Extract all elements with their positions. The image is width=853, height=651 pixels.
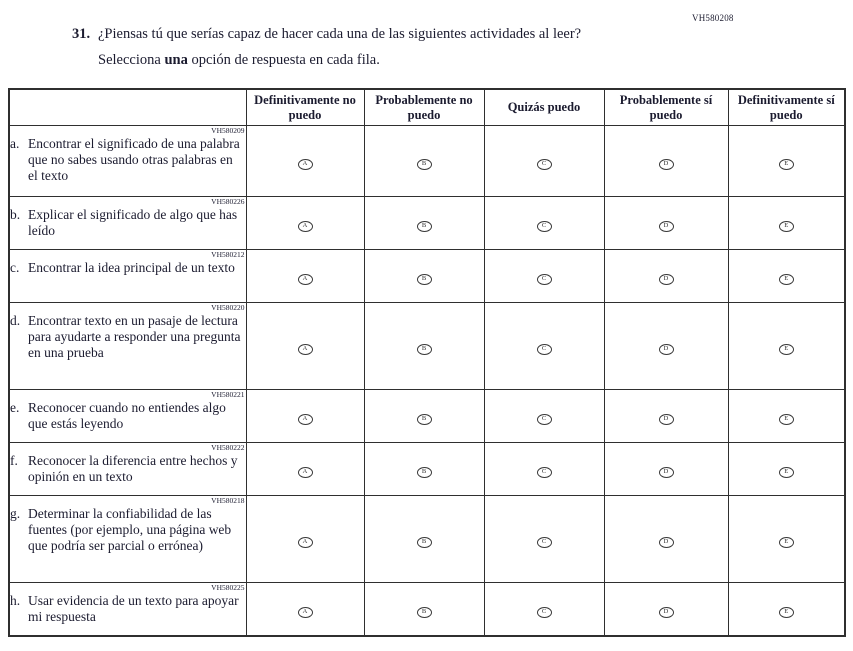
question-block <box>72 26 792 69</box>
item-stem-cell <box>9 250 246 303</box>
item-text: Determinar la confiabilidad de las fuentes (por ejemplo, una página web que podría ser parcial o errónea) <box>28 506 232 553</box>
item-code: VH580225 <box>211 583 245 592</box>
item-code: VH580226 <box>211 197 245 206</box>
bubble-letter: E <box>784 275 789 282</box>
option-cell <box>728 303 845 390</box>
item-letter: d. <box>10 313 21 328</box>
answer-bubble-d[interactable] <box>659 159 674 170</box>
option-cell <box>246 303 364 390</box>
answer-bubble-d[interactable] <box>659 414 674 425</box>
option-cell <box>484 303 604 390</box>
answer-bubble-c[interactable] <box>537 607 552 618</box>
bubble-letter: D <box>663 538 669 545</box>
table-row <box>9 126 845 197</box>
bubble-letter: C <box>541 538 547 545</box>
answer-bubble-c[interactable] <box>537 274 552 285</box>
option-cell <box>728 390 845 443</box>
item-label <box>10 313 246 361</box>
item-code: VH580222 <box>211 443 245 452</box>
option-cell <box>484 583 604 636</box>
answer-bubble-e[interactable] <box>779 414 794 425</box>
answer-bubble-e[interactable] <box>779 607 794 618</box>
item-label <box>10 400 246 432</box>
bubble-letter: C <box>541 222 547 229</box>
bubble-letter: D <box>663 275 669 282</box>
option-cell <box>484 197 604 250</box>
answer-bubble-c[interactable] <box>537 414 552 425</box>
item-letter: c. <box>10 260 20 275</box>
header-stub-cell <box>9 89 246 126</box>
item-letter: f. <box>10 453 18 468</box>
option-cell <box>246 496 364 583</box>
bubble-letter: E <box>784 160 789 167</box>
bubble-letter: E <box>784 468 789 475</box>
answer-bubble-e[interactable] <box>779 221 794 232</box>
item-code: VH580218 <box>211 496 245 505</box>
bubble-letter: E <box>784 538 789 545</box>
option-cell <box>604 126 728 197</box>
question-text: ¿Piensas tú que serías capaz de hacer cada una de las siguientes actividades al leer? <box>98 26 582 42</box>
answer-bubble-b[interactable] <box>417 274 432 285</box>
bubble-letter: B <box>421 607 427 615</box>
option-cell <box>246 197 364 250</box>
item-stem-cell <box>9 583 246 636</box>
answer-bubble-a[interactable] <box>298 467 313 478</box>
table-row <box>9 303 845 390</box>
table-row <box>9 250 845 303</box>
option-cell <box>364 197 484 250</box>
question-instruction <box>98 52 792 69</box>
item-stem-cell <box>9 303 246 390</box>
option-cell <box>728 126 845 197</box>
bubble-letter: D <box>663 345 669 352</box>
item-code: VH580220 <box>211 303 245 312</box>
option-cell <box>364 303 484 390</box>
bubble-letter: C <box>541 607 547 615</box>
option-cell <box>604 390 728 443</box>
column-header-probablemente-no-puedo: Probablemente no puedo <box>364 89 484 126</box>
answer-bubble-c[interactable] <box>537 344 552 355</box>
table-row <box>9 583 845 636</box>
item-label <box>10 207 246 239</box>
header-row <box>9 89 845 126</box>
bubble-letter: C <box>541 468 547 475</box>
answer-bubble-b[interactable] <box>417 607 432 618</box>
option-cell <box>484 443 604 496</box>
bubble-letter: E <box>784 415 789 422</box>
option-cell <box>364 443 484 496</box>
option-cell <box>728 250 845 303</box>
option-cell <box>246 126 364 197</box>
bubble-letter: C <box>541 160 547 167</box>
answer-bubble-d[interactable] <box>659 221 674 232</box>
bubble-letter: B <box>421 415 427 422</box>
bubble-letter: D <box>663 415 669 422</box>
answer-bubble-a[interactable] <box>298 221 313 232</box>
matrix-body <box>9 126 845 636</box>
item-stem-cell <box>9 126 246 197</box>
option-cell <box>246 443 364 496</box>
item-text: Encontrar el significado de una palabra que no sabes usando otras palabras en el texto <box>28 136 240 183</box>
item-text: Explicar el significado de algo que has leído <box>28 207 238 238</box>
answer-bubble-a[interactable] <box>298 414 313 425</box>
bubble-letter: B <box>421 222 427 229</box>
answer-bubble-a[interactable] <box>298 344 313 355</box>
item-letter: h. <box>10 593 21 608</box>
column-header-definitivamente-no-puedo: Definitivamente no puedo <box>246 89 364 126</box>
option-cell <box>728 443 845 496</box>
instruction-suffix: opción de respuesta en cada fila. <box>187 52 380 69</box>
item-label <box>10 136 246 184</box>
item-text: Usar evidencia de un texto para apoyar mi respuesta <box>28 593 239 624</box>
option-cell <box>246 390 364 443</box>
answer-bubble-a[interactable] <box>298 159 313 170</box>
answer-bubble-d[interactable] <box>659 607 674 618</box>
option-cell <box>246 250 364 303</box>
answer-bubble-d[interactable] <box>659 344 674 355</box>
answer-bubble-b[interactable] <box>417 467 432 478</box>
option-cell <box>246 583 364 636</box>
answer-bubble-c[interactable] <box>537 467 552 478</box>
table-row <box>9 443 845 496</box>
bubble-letter: C <box>541 415 547 422</box>
item-label <box>10 453 246 485</box>
answer-bubble-c[interactable] <box>537 159 552 170</box>
bubble-letter: B <box>421 275 427 282</box>
item-text: Encontrar texto en un pasaje de lectura para ayudarte a responder una pregunta en una prueba <box>28 313 241 360</box>
bubble-letter: A <box>302 538 308 545</box>
column-header-definitivamente-si-puedo: Definitivamente sí puedo <box>728 89 845 126</box>
table-row <box>9 197 845 250</box>
column-header-quizas-puedo: Quizás puedo <box>484 89 604 126</box>
option-cell <box>364 126 484 197</box>
instruction-prefix: Selecciona <box>98 52 165 69</box>
option-cell <box>364 250 484 303</box>
item-stem-cell <box>9 443 246 496</box>
item-stem-cell <box>9 496 246 583</box>
answer-bubble-b[interactable] <box>417 344 432 355</box>
answer-bubble-a[interactable] <box>298 607 313 618</box>
bubble-letter: D <box>663 160 669 167</box>
bubble-letter: E <box>784 607 789 615</box>
bubble-letter: B <box>421 160 427 167</box>
table-row <box>9 390 845 443</box>
answer-bubble-c[interactable] <box>537 537 552 548</box>
item-label <box>10 506 246 554</box>
matrix-header <box>9 89 845 126</box>
answer-bubble-d[interactable] <box>659 274 674 285</box>
bubble-letter: A <box>302 222 308 229</box>
answer-bubble-b[interactable] <box>417 414 432 425</box>
option-cell <box>604 197 728 250</box>
option-cell <box>364 583 484 636</box>
answer-bubble-e[interactable] <box>779 274 794 285</box>
item-text: Reconocer cuando no entiendes algo que estás leyendo <box>28 400 226 431</box>
bubble-letter: C <box>541 345 547 352</box>
option-cell <box>604 443 728 496</box>
option-cell <box>484 250 604 303</box>
bubble-letter: D <box>663 222 669 229</box>
option-cell <box>484 496 604 583</box>
answer-bubble-b[interactable] <box>417 537 432 548</box>
item-letter: g. <box>10 506 21 521</box>
item-label <box>10 260 246 276</box>
answer-bubble-d[interactable] <box>659 467 674 478</box>
bubble-letter: A <box>302 345 308 352</box>
item-letter: b. <box>10 207 21 222</box>
item-letter: a. <box>10 136 20 151</box>
item-text: Reconocer la diferencia entre hechos y opinión en un texto <box>28 453 238 484</box>
option-cell <box>604 250 728 303</box>
bubble-letter: E <box>784 345 789 352</box>
answer-bubble-e[interactable] <box>779 467 794 478</box>
answer-bubble-b[interactable] <box>417 221 432 232</box>
answer-bubble-e[interactable] <box>779 537 794 548</box>
answer-bubble-e[interactable] <box>779 344 794 355</box>
answer-bubble-c[interactable] <box>537 221 552 232</box>
item-stem-cell <box>9 390 246 443</box>
bubble-letter: D <box>663 468 669 475</box>
option-cell <box>484 390 604 443</box>
response-matrix-table <box>8 88 846 637</box>
bubble-letter: A <box>302 275 308 282</box>
bubble-letter: B <box>421 468 427 475</box>
item-letter: e. <box>10 400 20 415</box>
option-cell <box>484 126 604 197</box>
item-text: Encontrar la idea principal de un texto <box>28 260 235 275</box>
table-row <box>9 496 845 583</box>
option-cell <box>728 496 845 583</box>
option-cell <box>604 583 728 636</box>
bubble-letter: A <box>302 160 308 167</box>
option-cell <box>728 197 845 250</box>
item-code: VH580221 <box>211 390 245 399</box>
option-cell <box>728 583 845 636</box>
bubble-letter: E <box>784 222 789 229</box>
answer-bubble-a[interactable] <box>298 537 313 548</box>
item-code: VH580209 <box>211 126 245 135</box>
answer-bubble-a[interactable] <box>298 274 313 285</box>
page-accession-code: VH580208 <box>692 13 734 23</box>
column-header-probablemente-si-puedo: Probablemente sí puedo <box>604 89 728 126</box>
instruction-bold-word: una <box>164 52 188 69</box>
item-code: VH580212 <box>211 250 245 259</box>
bubble-letter: A <box>302 415 308 422</box>
bubble-letter: A <box>302 468 308 475</box>
answer-bubble-e[interactable] <box>779 159 794 170</box>
bubble-letter: D <box>663 607 669 615</box>
bubble-letter: B <box>421 345 427 352</box>
bubble-letter: C <box>541 275 547 282</box>
bubble-letter: B <box>421 538 427 545</box>
item-label <box>10 593 246 625</box>
option-cell <box>604 303 728 390</box>
answer-bubble-d[interactable] <box>659 537 674 548</box>
item-stem-cell <box>9 197 246 250</box>
option-cell <box>364 390 484 443</box>
answer-bubble-b[interactable] <box>417 159 432 170</box>
option-cell <box>364 496 484 583</box>
question-number: 31. <box>72 26 91 42</box>
option-cell <box>604 496 728 583</box>
bubble-letter: A <box>302 607 308 615</box>
